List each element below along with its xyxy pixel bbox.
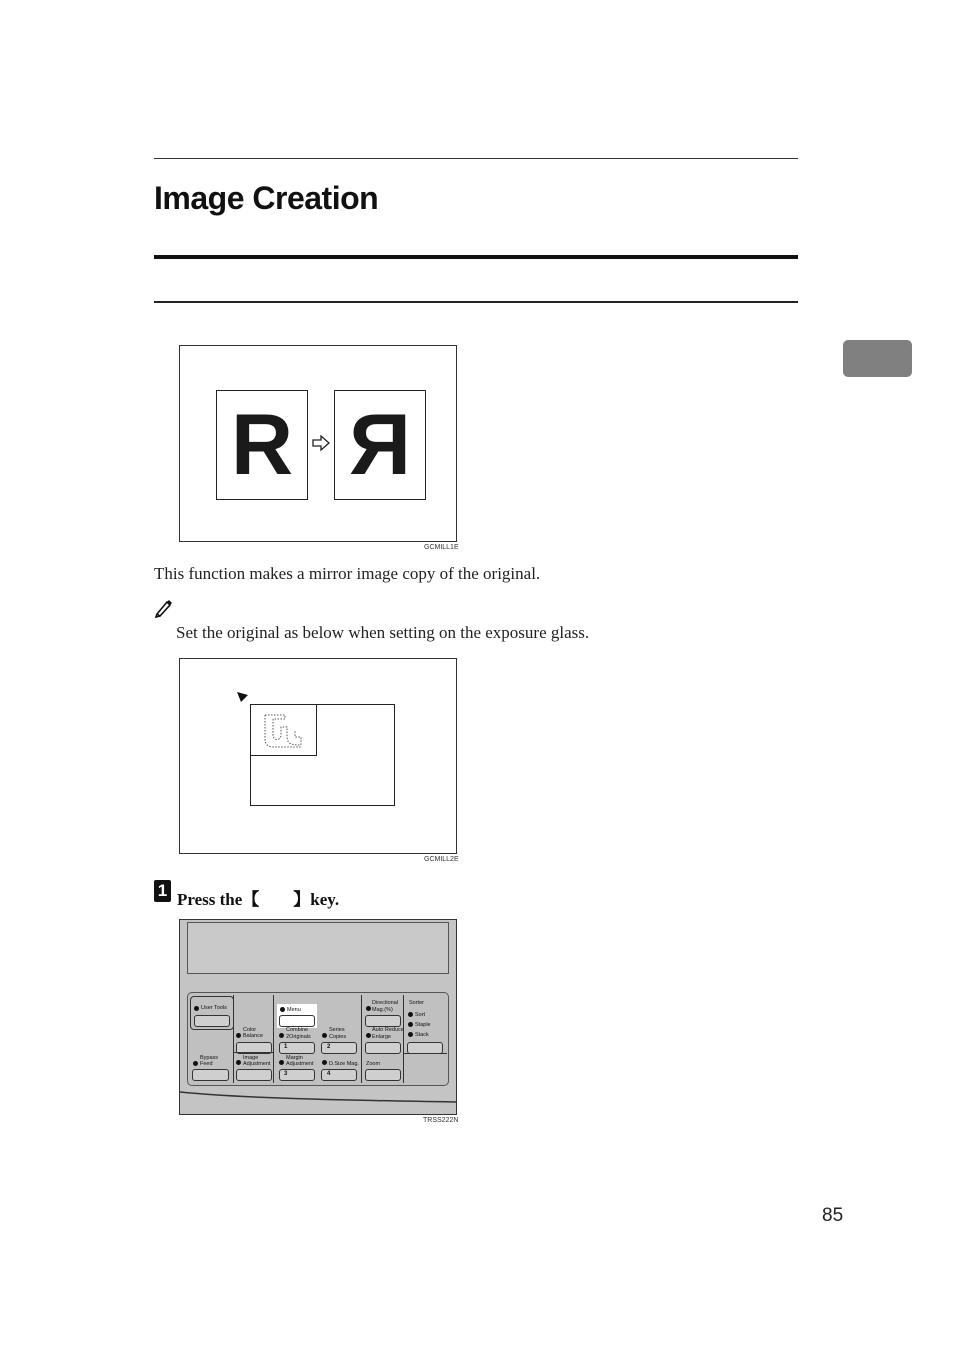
page-number: 85 [822,1205,844,1226]
button-panel [187,992,449,1086]
letter-mirrored: Я [349,397,411,493]
key-number-1: 1 [284,1044,288,1050]
menu-key[interactable] [279,1015,315,1027]
staple-label: Staple [415,1022,431,1028]
right-arrow-icon [311,435,331,451]
control-panel-figure [179,919,457,1115]
step-number-badge: 1 [154,880,171,902]
zoom-key[interactable] [365,1069,401,1081]
chapter-tab [843,340,912,377]
description-text: This function makes a mirror image copy of the original. [154,564,541,583]
zoom-label: Zoom [366,1061,381,1067]
pencil-note-icon [154,598,174,618]
mirror-figure [179,345,457,542]
margin-label: Margin [286,1055,303,1061]
color-label: Color [243,1027,257,1033]
series-label: Series [329,1027,345,1033]
image-adjustment-label: Adjustment [243,1061,271,1067]
note-text: Set the original as below when setting on the exposure glass. [176,623,590,642]
dsize-mag-label: D.Size Mag. [329,1061,359,1067]
user-tools-group [190,996,234,1030]
key-number-2: 2 [327,1044,331,1050]
exposure-glass-figure [179,658,457,854]
key-number-4: 4 [327,1071,331,1077]
stack-label: Stack [415,1032,429,1038]
panel-display [187,922,449,974]
enlarge-label: Enlarge [372,1034,391,1040]
user-tools-key[interactable] [194,1015,230,1027]
original-sheet [216,390,308,500]
sort-label: Sort [415,1012,426,1018]
user-tools-label: User Tools [201,1005,227,1011]
mag-percent-label: Mag.(%) [372,1007,393,1013]
auto-reduce-label: Auto Reduce [372,1027,404,1033]
step-instruction: Press the【 】key. [177,890,340,909]
balance-label: Balance [243,1033,263,1039]
page-title: Image Creation [154,180,379,216]
header-rule [154,158,798,159]
image-adjustment-key[interactable] [236,1069,272,1081]
margin-adjustment-label: Adjustment [286,1061,314,1067]
bypass-label: Bypass [200,1055,219,1061]
figure2-code: GCMILL2E [424,856,459,863]
original-placement [250,704,317,756]
directional-mag-key[interactable] [365,1015,401,1027]
figure3-code: TRSS222N [423,1117,459,1124]
mirrored-sheet [334,390,426,500]
copies-label: Copies [329,1034,347,1040]
figure1-code: GCMILL1E [424,544,459,551]
triangle-marker-icon [236,690,248,702]
letter-original: R [230,397,294,493]
bypass-feed-key[interactable] [192,1069,229,1081]
sorter-label: Sorter [409,1000,424,1006]
key-number-3: 3 [284,1071,288,1077]
auto-reduce-enlarge-key[interactable] [365,1042,401,1054]
two-originals-label: 2Originals [286,1034,311,1040]
combine-label: Combine [286,1027,309,1033]
feed-label: Feed [200,1061,213,1067]
image-label: Image [243,1055,259,1061]
section-rule-thin [154,301,798,303]
section-rule-thick [154,255,798,259]
directional-label: Directional [372,1000,398,1006]
menu-label: Menu [287,1007,301,1013]
